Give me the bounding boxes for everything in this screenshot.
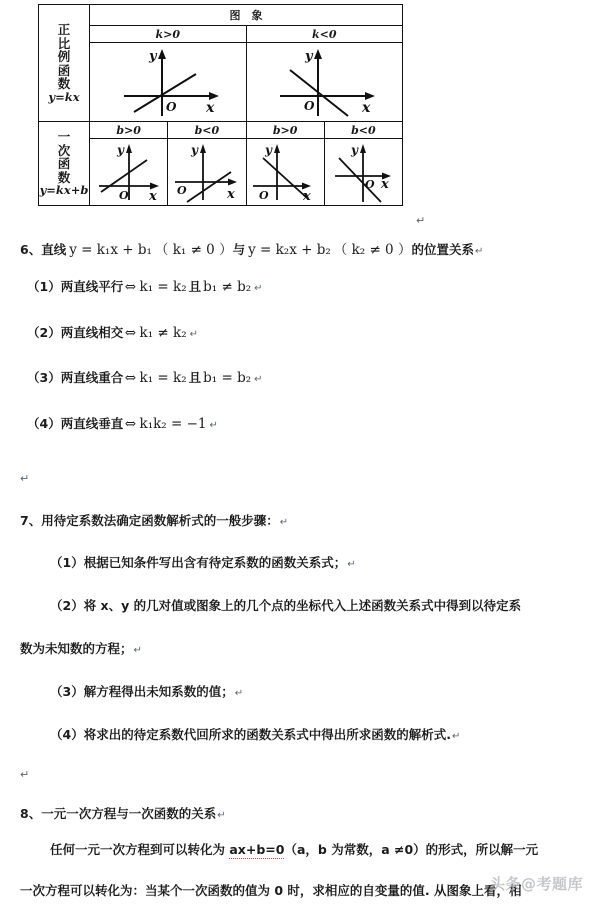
- condition-b-negative-1: b<0: [168, 122, 246, 139]
- section7-step-3-text: 解方程得出未知系数的值；: [83, 684, 234, 699]
- graph-cell-direct-k-negative: [246, 43, 403, 122]
- svg-text:y: y: [351, 143, 359, 157]
- svg-text:O: O: [176, 184, 187, 197]
- section7-step-4-text: 将求出的待定系数代回所求的函数关系式中得出所求函数的解析式.: [83, 727, 451, 742]
- row-label-char-1: 比: [57, 35, 71, 51]
- row-label-linear: [39, 122, 90, 206]
- section6-item-4-op: ⇔: [124, 416, 137, 432]
- svg-text:y: y: [190, 143, 198, 157]
- condition-k-positive: k>0: [90, 26, 247, 43]
- linear-k-positive-b-negative-graph: [169, 140, 245, 204]
- section6-item-4-text: 两直线垂直: [60, 416, 124, 431]
- linear-k-negative-b-negative-graph: [325, 140, 401, 204]
- graph-cell-direct-k-positive: [90, 43, 247, 122]
- condition-b-positive-2: b>0: [246, 122, 324, 139]
- svg-text:y: y: [148, 49, 157, 64]
- section6-item-4: [27, 418, 218, 432]
- condition-b-negative-2: b<0: [324, 122, 402, 139]
- section6-item-1: [27, 281, 263, 295]
- table-header-main: 图 象: [90, 5, 403, 26]
- direct-proportion-k-negative-graph: [264, 44, 384, 120]
- section6-equation-1: y = k₁x + b₁: [69, 242, 152, 258]
- section6-equation-2: y = k₂x + b₂: [248, 242, 331, 258]
- row-label-char-0: 正: [57, 22, 71, 38]
- svg-text:y: y: [305, 49, 313, 64]
- section6-item-2-formula-a: k₁ ≠ k₂: [139, 325, 187, 341]
- section6-item-3-op: ⇔: [124, 370, 137, 386]
- section6-item-1-num: （1）: [27, 279, 61, 294]
- section7-step-1: [50, 557, 356, 570]
- section7-step-4-num: （4）: [50, 727, 84, 742]
- section6-condition-2: （ k₂ ≠ 0 ）: [333, 242, 412, 258]
- condition-b-positive-1: b>0: [90, 122, 168, 139]
- paragraph-mark-s6i2: ↵: [189, 329, 199, 340]
- section6-condition-1: （ k₁ ≠ 0 ）: [154, 242, 233, 258]
- table-graph-row-direct: [39, 43, 403, 122]
- table-header-row: [39, 5, 403, 26]
- paragraph-mark-s7s1: ↵: [347, 559, 356, 570]
- section7-step-3: [50, 686, 243, 699]
- direct-proportion-k-positive-graph: [108, 44, 228, 120]
- graph-table: [38, 4, 403, 206]
- paragraph-mark-s7s4: ↵: [451, 731, 461, 742]
- svg-text:x: x: [226, 187, 235, 202]
- graph-cell-linear-kpos-bneg: [168, 139, 246, 206]
- section6-text-a: 直线: [41, 242, 67, 257]
- section7-step-4: [50, 729, 460, 742]
- section6-item-3-formula-a: k₁ = k₂: [139, 370, 187, 386]
- table-condition-row-k: [39, 26, 403, 43]
- graph-cell-linear-kneg-bpos: [246, 139, 324, 206]
- section6-number: 6、: [20, 242, 42, 257]
- section7-step-1-num: （1）: [50, 555, 84, 570]
- svg-text:y: y: [265, 143, 273, 157]
- section8-spellcheck-term: ax+b=0: [229, 842, 285, 857]
- section6-item-3-num: （3）: [27, 370, 61, 385]
- table-condition-row-b: [39, 122, 403, 139]
- row2-label-char-0: 一: [57, 129, 71, 145]
- section6-item-2-text: 两直线相交: [60, 325, 124, 340]
- svg-text:x: x: [205, 100, 215, 116]
- section7-step-2-text: 将 x、y 的几对值或图象上的几个点的坐标代入上述函数关系式中得到以待定系: [83, 598, 522, 613]
- section6-item-3-formula-b: b₁ = b₂: [203, 370, 252, 386]
- paragraph-mark-s6i3: ↵: [254, 374, 263, 385]
- paragraph-mark-s6i4: ↵: [209, 420, 218, 431]
- section7-step-2-num: （2）: [50, 598, 84, 613]
- table-graph-row-linear: [39, 139, 403, 206]
- svg-text:O: O: [259, 189, 269, 202]
- row2-label-char-3: 数: [57, 169, 71, 185]
- section7-step-2-line2: [20, 643, 142, 656]
- section6-item-2-op: ⇔: [124, 325, 137, 341]
- paragraph-mark-s7s3: ↵: [234, 688, 244, 699]
- section7-heading-text: 7、用待定系数法确定函数解析式的一般步骤：: [20, 513, 279, 528]
- row-label-char-2: 例: [57, 49, 71, 65]
- section8-para-b: （a，b 为常数，a ≠0）的形式，所以解一元: [284, 842, 539, 857]
- linear-k-negative-b-positive-graph: [247, 140, 323, 204]
- linear-k-positive-b-positive-graph: [91, 140, 167, 204]
- section7-step-3-num: （3）: [50, 684, 84, 699]
- graph-cell-linear-kneg-bneg: [324, 139, 402, 206]
- row2-label-formula: y=kx+b: [39, 183, 89, 198]
- section7-step-2-line1: [50, 600, 521, 613]
- svg-text:O: O: [118, 189, 129, 202]
- section7-step-1-text: 根据已知条件写出含有待定系数的函数关系式；: [83, 555, 347, 570]
- paragraph-mark-blank-1: ↵: [20, 472, 30, 485]
- row-label-char-4: 数: [57, 76, 71, 92]
- section6-item-3-text: 两直线重合: [60, 370, 124, 385]
- svg-text:O: O: [165, 100, 177, 114]
- section6-item-1-joiner: 且: [188, 279, 202, 294]
- section6-item-4-formula-a: k₁k₂ = −1: [139, 416, 207, 432]
- section6-text-b: 与: [232, 242, 246, 257]
- svg-text:y: y: [116, 143, 124, 157]
- paragraph-mark-s8h: ↵: [217, 810, 226, 821]
- section7-heading: [20, 515, 288, 528]
- section8-para-a: 任何一元一次方程到可以转化为: [50, 842, 230, 857]
- section6-item-2-num: （2）: [27, 325, 61, 340]
- section6-item-1-text: 两直线平行: [60, 279, 124, 294]
- row-label-formula: y=kx: [48, 89, 80, 104]
- section7-step-2-text-cont: 数为未知数的方程；: [20, 641, 133, 656]
- section8-para-line2-text: 一次方程可以转化为：当某个一次函数的值为 0 时，求相应的自变量的值. 从图象上看，相: [20, 883, 522, 898]
- section6-heading: [20, 244, 483, 258]
- function-graph-table: [38, 4, 403, 206]
- svg-text:x: x: [148, 189, 157, 204]
- section6-text-c: 的位置关系: [411, 242, 474, 257]
- row-label-char-3: 函: [57, 62, 71, 78]
- svg-text:O: O: [304, 99, 315, 113]
- section8-paragraph-line2: [20, 885, 522, 898]
- paragraph-mark-s6i1: ↵: [254, 283, 263, 294]
- section6-item-1-formula-b: b₁ ≠ b₂: [203, 279, 252, 295]
- paragraph-mark-table: ↵: [416, 214, 426, 227]
- watermark: 头条@考题库: [490, 875, 584, 893]
- section6-item-3-joiner: 且: [188, 370, 202, 385]
- svg-text:x: x: [362, 100, 371, 116]
- row2-label-char-1: 次: [57, 142, 71, 158]
- section6-item-2: [27, 327, 198, 341]
- paragraph-mark-s7s2: ↵: [133, 645, 142, 656]
- paragraph-mark-blank-2: ↵: [20, 768, 30, 781]
- section6-item-3: [27, 372, 263, 386]
- graph-cell-linear-kpos-bpos: [90, 139, 168, 206]
- section8-heading: [20, 808, 226, 821]
- section8-heading-text: 8、一元一次方程与一次函数的关系: [20, 806, 217, 821]
- row-label-direct-proportion: [39, 5, 90, 122]
- section6-item-1-formula-a: k₁ = k₂: [139, 279, 187, 295]
- svg-text:O: O: [365, 178, 375, 191]
- section6-item-4-num: （4）: [27, 416, 61, 431]
- svg-text:x: x: [303, 189, 311, 204]
- row2-label-char-2: 函: [57, 156, 71, 172]
- section8-paragraph-line1: [50, 844, 538, 857]
- paragraph-mark-s6h: ↵: [474, 246, 484, 257]
- paragraph-mark-s7h: ↵: [279, 517, 289, 528]
- svg-text:x: x: [381, 177, 390, 192]
- section6-item-1-op: ⇔: [124, 279, 137, 295]
- condition-k-negative: k<0: [246, 26, 403, 43]
